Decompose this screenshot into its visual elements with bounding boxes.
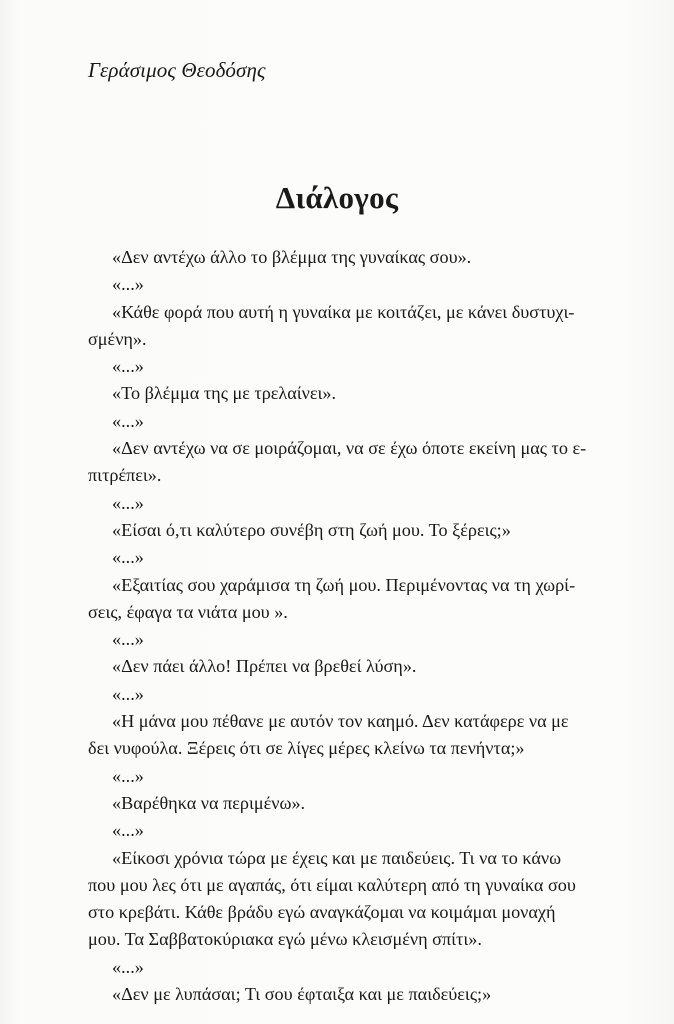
ellipsis-line: «...» xyxy=(112,274,144,295)
ellipsis-line: «...» xyxy=(112,356,144,377)
dialogue-text xyxy=(88,244,640,1008)
paragraph-line: «Κάθε φορά που αυτή η γυναίκα με κοιτάζει, με κάνει δυστυχι- xyxy=(112,301,575,322)
paragraph-line: «Δεν με λυπάσαι; Τι σου έφταιξα και με παιδεύεις;» xyxy=(112,984,492,1005)
paragraph-line: «Δεν αντέχω άλλο το βλέμμα της γυναίκας σου». xyxy=(112,247,472,267)
paragraph-line: σμένη». xyxy=(88,328,147,349)
paragraph-line: «Δεν πάει άλλο! Πρέπει να βρεθεί λύση». xyxy=(112,656,417,677)
ellipsis-line: «...» xyxy=(112,820,144,841)
paragraph-line: «Η μάνα μου πέθανε με αυτόν τον καημό. Δεν κατάφερε να με xyxy=(112,711,569,732)
ellipsis-line: «...» xyxy=(112,956,144,977)
paragraph-line: «Είκοσι χρόνια τώρα με έχεις και με παιδεύεις. Τι να το κάνω xyxy=(112,847,562,868)
paragraph-line: μου. Τα Σαββατοκύριακα εγώ μένω κλεισμένη σπίτι». xyxy=(88,929,482,950)
paragraph-line: «Είσαι ό,τι καλύτερο συνέβη στη ζωή μου. Το ξέρεις;» xyxy=(112,519,511,540)
paragraph-line: σεις, έφαγα τα νιάτα μου ». xyxy=(88,601,288,622)
ellipsis-line: «...» xyxy=(112,683,144,704)
paragraph-line: «Βαρέθηκα να περιμένω». xyxy=(112,792,306,813)
ellipsis-line: «...» xyxy=(112,629,144,650)
ellipsis-line: «...» xyxy=(112,410,144,431)
chapter-title: Διάλογος xyxy=(275,180,399,215)
paragraph-line: πιτρέπει». xyxy=(88,465,162,486)
paragraph-line: «Εξαιτίας σου χαράμισα τη ζωή μου. Περιμένοντας να τη χωρί- xyxy=(112,574,576,595)
running-header-author: Γεράσιμος Θεοδόσης xyxy=(88,58,266,82)
paragraph-line: δει νυφούλα. Ξέρεις ότι σε λίγες μέρες κλείνω τα πενήντα;» xyxy=(88,738,525,759)
paragraph-line: «Δεν αντέχω να σε μοιράζομαι, να σε έχω όποτε εκείνη μας το ε- xyxy=(112,438,587,459)
paragraph-line: «Το βλέμμα της με τρελαίνει». xyxy=(112,383,337,404)
ellipsis-line: «...» xyxy=(112,547,144,568)
ellipsis-line: «...» xyxy=(112,765,144,786)
ellipsis-line: «...» xyxy=(112,492,144,513)
paragraph-line: στο κρεβάτι. Κάθε βράδυ εγώ αναγκάζομαι να κοιμάμαι μοναχή xyxy=(88,902,556,923)
paragraph-line: που μου λες ότι με αγαπάς, ότι είμαι καλύτερη από τη γυναίκα σου xyxy=(88,874,576,895)
